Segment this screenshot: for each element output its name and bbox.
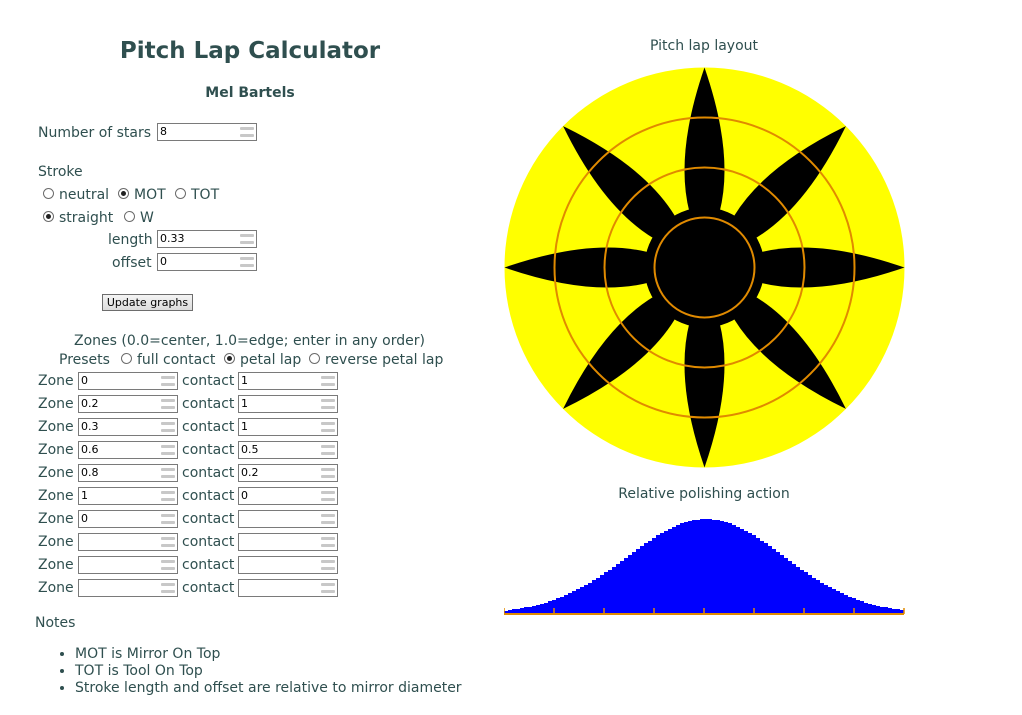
contact-label: contact <box>182 580 235 596</box>
radio-mot-label: MOT <box>134 187 166 203</box>
zone-spinner[interactable] <box>161 445 175 455</box>
contact-value: 0 <box>241 489 248 502</box>
contact-input[interactable] <box>238 556 338 574</box>
contact-value: 1 <box>241 397 248 410</box>
preset-reverse-petal-lap-label: reverse petal lap <box>325 352 444 368</box>
zone-spinner[interactable] <box>161 399 175 409</box>
contact-spinner[interactable] <box>321 399 335 409</box>
zone-value: 0 <box>81 512 88 525</box>
notes-list <box>55 646 462 697</box>
zone-spinner[interactable] <box>161 376 175 386</box>
zone-spinner[interactable] <box>161 560 175 570</box>
contact-value: 1 <box>241 374 248 387</box>
zone-spinner[interactable] <box>161 491 175 501</box>
zone-input[interactable] <box>78 510 178 528</box>
contact-value: 0.2 <box>241 466 259 479</box>
zone-value: 0.2 <box>81 397 99 410</box>
zone-label: Zone <box>38 396 74 412</box>
stars-label: Number of stars <box>38 125 152 141</box>
contact-value: 1 <box>241 420 248 433</box>
contact-label: contact <box>182 373 235 389</box>
presets-label: Presets <box>59 352 110 368</box>
stars-input[interactable] <box>157 123 257 141</box>
zone-input[interactable] <box>78 579 178 597</box>
lap-graph-title: Pitch lap layout <box>649 38 759 54</box>
pitch-lap-graph <box>504 67 905 468</box>
length-input[interactable] <box>157 230 257 248</box>
zone-value: 0.3 <box>81 420 99 433</box>
preset-petal-lap[interactable] <box>224 353 235 364</box>
zone-label: Zone <box>38 465 74 481</box>
zone-spinner[interactable] <box>161 422 175 432</box>
notes-heading: Notes <box>35 615 76 631</box>
contact-spinner[interactable] <box>321 514 335 524</box>
zone-value: 0.6 <box>81 443 99 456</box>
lap-center-disc <box>645 208 765 328</box>
contact-spinner[interactable] <box>321 583 335 593</box>
zone-input[interactable] <box>78 441 178 459</box>
contact-input[interactable] <box>238 510 338 528</box>
zone-label: Zone <box>38 534 74 550</box>
zones-heading: Zones (0.0=center, 1.0=edge; enter in any order) <box>74 333 425 349</box>
contact-input[interactable] <box>238 418 338 436</box>
zone-input[interactable] <box>78 372 178 390</box>
contact-input[interactable] <box>238 464 338 482</box>
zone-input[interactable] <box>78 395 178 413</box>
zone-input[interactable] <box>78 533 178 551</box>
zone-label: Zone <box>38 580 74 596</box>
radio-neutral-label: neutral <box>59 187 110 203</box>
radio-w-label: W <box>140 210 154 226</box>
zone-label: Zone <box>38 419 74 435</box>
contact-spinner[interactable] <box>321 445 335 455</box>
contact-input[interactable] <box>238 395 338 413</box>
stars-spinner[interactable] <box>240 127 254 137</box>
contact-input[interactable] <box>238 533 338 551</box>
zone-input[interactable] <box>78 418 178 436</box>
contact-label: contact <box>182 419 235 435</box>
offset-input[interactable] <box>157 253 257 271</box>
note-item: • Stroke length and offset are relative to mirror diameter <box>75 680 462 697</box>
zone-input[interactable] <box>78 487 178 505</box>
contact-label: contact <box>182 511 235 527</box>
contact-label: contact <box>182 396 235 412</box>
zone-label: Zone <box>38 373 74 389</box>
polishing-curve <box>504 519 904 614</box>
contact-input[interactable] <box>238 441 338 459</box>
offset-spinner[interactable] <box>240 257 254 267</box>
contact-value: 0.5 <box>241 443 259 456</box>
contact-spinner[interactable] <box>321 560 335 570</box>
zone-label: Zone <box>38 557 74 573</box>
note-item: • MOT is Mirror On Top <box>75 646 462 663</box>
contact-label: contact <box>182 534 235 550</box>
contact-label: contact <box>182 557 235 573</box>
preset-reverse-petal-lap[interactable] <box>309 353 320 364</box>
radio-tot[interactable] <box>175 188 186 199</box>
offset-value: 0 <box>160 255 167 268</box>
update-graphs-button[interactable]: Update graphs <box>102 294 193 311</box>
contact-input[interactable] <box>238 372 338 390</box>
length-value: 0.33 <box>160 232 185 245</box>
zone-value: 0 <box>81 374 88 387</box>
radio-neutral[interactable] <box>43 188 54 199</box>
radio-w[interactable] <box>124 211 135 222</box>
preset-petal-lap-label: petal lap <box>240 352 302 368</box>
contact-spinner[interactable] <box>321 422 335 432</box>
offset-label: offset <box>112 255 152 271</box>
author-name: Mel Bartels <box>205 85 295 101</box>
radio-tot-label: TOT <box>191 187 220 203</box>
radio-straight-label: straight <box>59 210 114 226</box>
zone-spinner[interactable] <box>161 583 175 593</box>
contact-spinner[interactable] <box>321 537 335 547</box>
length-spinner[interactable] <box>240 234 254 244</box>
polish-graph-title: Relative polishing action <box>618 486 790 502</box>
zone-input[interactable] <box>78 464 178 482</box>
preset-full-contact-label: full contact <box>137 352 216 368</box>
preset-full-contact[interactable] <box>121 353 132 364</box>
note-item: • TOT is Tool On Top <box>75 663 462 680</box>
stroke-heading: Stroke <box>38 164 83 180</box>
zone-label: Zone <box>38 442 74 458</box>
page-title: Pitch Lap Calculator <box>119 38 381 64</box>
polishing-action-graph <box>504 510 905 616</box>
zone-spinner[interactable] <box>161 514 175 524</box>
zone-spinner[interactable] <box>161 537 175 547</box>
contact-label: contact <box>182 488 235 504</box>
zone-label: Zone <box>38 511 74 527</box>
contact-label: contact <box>182 465 235 481</box>
contact-spinner[interactable] <box>321 376 335 386</box>
zone-label: Zone <box>38 488 74 504</box>
zone-value: 0.8 <box>81 466 99 479</box>
contact-label: contact <box>182 442 235 458</box>
length-label: length <box>108 232 153 248</box>
contact-input[interactable] <box>238 579 338 597</box>
contact-spinner[interactable] <box>321 491 335 501</box>
radio-mot[interactable] <box>118 188 129 199</box>
contact-input[interactable] <box>238 487 338 505</box>
radio-straight[interactable] <box>43 211 54 222</box>
zone-spinner[interactable] <box>161 468 175 478</box>
zone-value: 1 <box>81 489 88 502</box>
contact-spinner[interactable] <box>321 468 335 478</box>
stars-value: 8 <box>160 125 167 138</box>
zone-input[interactable] <box>78 556 178 574</box>
